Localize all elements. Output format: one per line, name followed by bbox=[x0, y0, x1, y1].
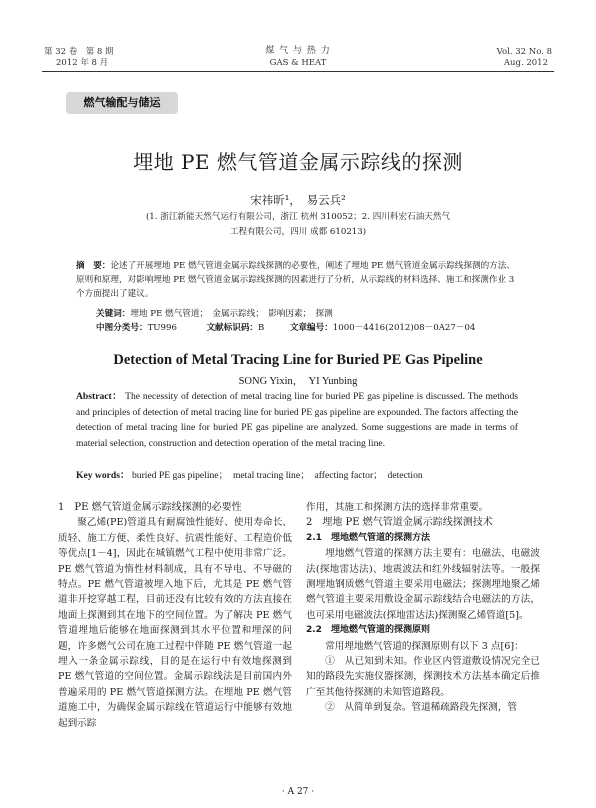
abstract-en-label: Abstract： bbox=[76, 391, 123, 402]
affiliation-line-1: (1. 浙江新能天然气运行有限公司，浙江 杭州 310052；2. 四川科宏石油天然气 bbox=[145, 212, 451, 222]
affiliation-line-2: 工程有限公司，四川 成都 610213) bbox=[229, 227, 367, 237]
header-journal-cn: 煤 气 与 热 力 bbox=[265, 46, 331, 56]
header-volume-en: Vol. 32 No. 8 bbox=[496, 47, 552, 57]
doc-code-label: 文献标识码： bbox=[206, 323, 259, 333]
right-column bbox=[306, 500, 540, 716]
article-no-value: 1000－4416(2012)08－0A27－04 bbox=[332, 323, 476, 333]
paper-title-en: Detection of Metal Tracing Line for Buried PE Gas Pipeline bbox=[113, 352, 483, 368]
section-1-paragraph: 聚乙烯(PE)管道具有耐腐蚀性能好、使用寿命长、质轻、施工方便、柔性良好、抗震性能好、工程造价低等优点[1－4]，因此在城镇燃气工程中使用非常广泛。PE 燃气管道为惰性材料制成，具有不导电、不导磁的特点。PE 燃气管道被埋入地下后，尤其是 PE 燃气管道非开挖穿越工程，目前还没有比较有效的方法直接在地面上探测到其在地下的空间位置。为了解决 PE 燃气管道埋地后能够在地面探测到其水平位置和埋深的问题，许多燃气公司在施工过程中伴随 PE 燃气管道一起埋入一条金属示踪线，目的是在运行中有效地探测到 PE 燃气管道的空间位置。金属示踪线法是目前国内外普遍采用的 PE 燃气管道探测方法。在埋地 PE 燃气管道施工中，为确保金属示踪线在管道运行中能够有效地起到示踪 bbox=[58, 517, 292, 729]
doc-code-value: B bbox=[258, 323, 265, 333]
section-banner-label: 燃气输配与储运 bbox=[83, 96, 161, 109]
keywords-en-label: Key words： bbox=[76, 470, 130, 481]
paper-title-cn: 埋地 PE 燃气管道金属示踪线的探测 bbox=[133, 150, 463, 174]
header-journal-en: GAS & HEAT bbox=[269, 58, 327, 68]
page-number: · A 27 · bbox=[281, 787, 315, 797]
article-no-label: 文章编号： bbox=[289, 323, 333, 333]
abstract-cn-label: 摘 要： bbox=[76, 261, 111, 271]
keywords-cn bbox=[96, 307, 333, 321]
principle-2: ② 从简单到复杂。管道稀疏路段先探测，管 bbox=[325, 702, 518, 714]
right-column-continuation: 作用，其施工和探测方法的选择非常重要。 bbox=[306, 502, 489, 513]
section-banner bbox=[66, 92, 178, 114]
principle-1: ① 从已知到未知。作业区内管道敷设情况完全已知的路段先实施仪器探测，探测技术方法基本确定后推广至其他待探测的未知管道路段。 bbox=[306, 656, 540, 698]
keywords-en bbox=[76, 468, 423, 484]
section-2-1-heading: 2.1 埋地燃气管道的探测方法 bbox=[306, 532, 430, 543]
abstract-cn bbox=[76, 259, 518, 301]
authors-cn: 宋祎昕¹， 易云兵² bbox=[250, 193, 346, 207]
keywords-cn-text: 埋地 PE 燃气管道； 金属示踪线； 影响因素； 探测 bbox=[130, 309, 333, 319]
keywords-en-text: buried PE gas pipeline； metal tracing line； affecting factor； detection bbox=[131, 470, 423, 481]
keywords-cn-label: 关键词： bbox=[96, 309, 131, 319]
abstract-cn-text: 论述了开展埋地 PE 燃气管道金属示踪线探测的必要性，阐述了埋地 PE 燃气管道金属示踪线探测的方法、原则和原理，对影响埋地 PE 燃气管道金属示踪线探测的因素进行了分析，从示踪线的材料选择、施工和探测作业 3 个方面提出了建议。 bbox=[76, 261, 515, 299]
left-column bbox=[58, 500, 292, 731]
section-1-heading: 1 PE 燃气管道金属示踪线探测的必要性 bbox=[58, 502, 242, 513]
header-volume-cn: 第 32 卷 第 8 期 bbox=[44, 47, 114, 57]
section-2-1-paragraph: 埋地燃气管道的探测方法主要有：电磁法、电磁波法(探地雷达法)、地震波法和红外线辐射法等。一般探测埋地钢质燃气管道主要采用电磁法；探测埋地聚乙烯燃气管道主要采用敷设金属示踪线结合电磁法的方法，也可采用电磁波法(探地雷达法)探测聚乙烯管道[5]。 bbox=[306, 548, 540, 621]
section-2-2-heading: 2.2 埋地燃气管道的探测原则 bbox=[306, 625, 430, 636]
header-rule bbox=[42, 71, 554, 72]
abstract-en-text: The necessity of detection of metal tracing line for buried PE gas pipeline is discussed. The methods and principles of detection of metal tracing line for buried PE gas pipeline are expounded. The factors affecting the detection of metal tracing line for buried PE gas pipeline are analyzed. Some suggestions are made in terms of material selection, construction and detection operation of the metal tracing line. bbox=[76, 391, 519, 449]
classification-line bbox=[96, 321, 475, 335]
clc-value: TU996 bbox=[147, 323, 177, 333]
abstract-en bbox=[76, 389, 518, 451]
header-date-en: Aug. 2012 bbox=[503, 58, 548, 68]
section-2-heading: 2 埋地 PE 燃气管道金属示踪线探测技术 bbox=[306, 517, 493, 529]
section-2-2-intro: 常用埋地燃气管道的探测原则有以下 3 点[6]： bbox=[325, 640, 524, 652]
clc-label: 中图分类号： bbox=[96, 323, 148, 333]
header-date-cn: 2012 年 8 月 bbox=[56, 58, 109, 68]
authors-en: SONG Yixin， YI Yunbing bbox=[238, 376, 358, 387]
